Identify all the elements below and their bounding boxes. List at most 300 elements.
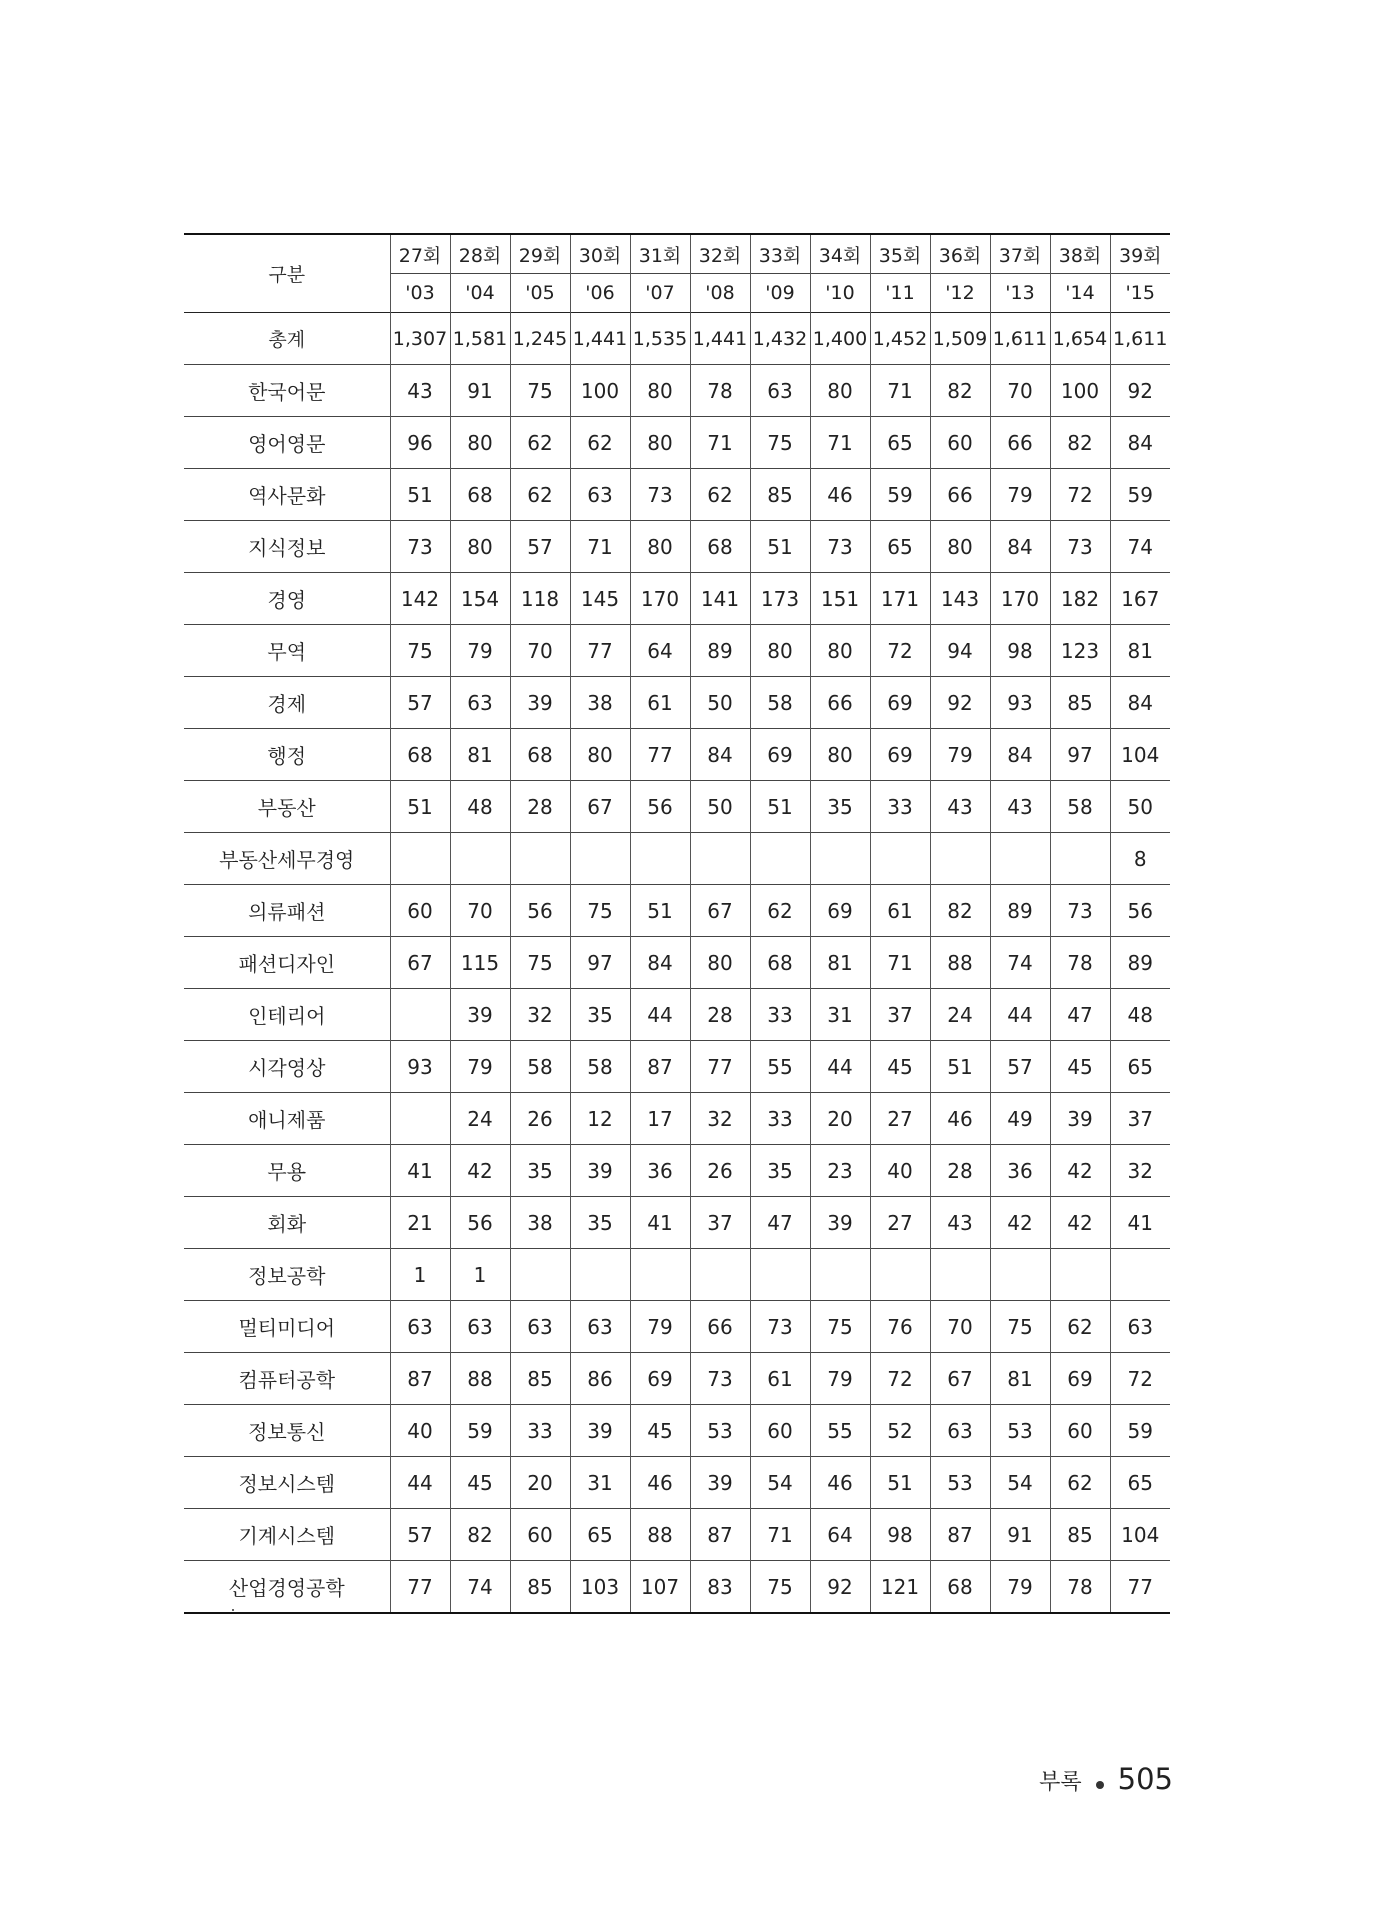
corner-header: 구분	[268, 264, 306, 286]
header-session: 32회	[690, 234, 750, 274]
table-cell: 89	[1110, 937, 1170, 989]
row-label: 정보통신	[248, 1420, 326, 1444]
table-cell: 73	[1050, 521, 1110, 573]
footer-section-label: 부록	[1039, 1770, 1082, 1795]
table-cell: 68	[510, 729, 570, 781]
table-cell: 84	[990, 521, 1050, 573]
table-cell: 92	[930, 677, 990, 729]
table-cell: 35	[510, 1145, 570, 1197]
table-cell: 40	[870, 1145, 930, 1197]
table-cell: 58	[570, 1041, 630, 1093]
table-cell: 69	[630, 1353, 690, 1405]
table-cell: 61	[870, 885, 930, 937]
row-label: 역사문화	[248, 484, 326, 508]
table-cell: 37	[870, 989, 930, 1041]
table-cell: 66	[690, 1301, 750, 1353]
table-cell: 79	[990, 1561, 1050, 1614]
table-row	[184, 1457, 1170, 1509]
bullet-icon	[1096, 1781, 1104, 1789]
table-cell: 75	[390, 625, 450, 677]
table-cell: 44	[990, 989, 1050, 1041]
table-cell: 43	[990, 781, 1050, 833]
table-cell	[930, 833, 990, 885]
header-year: '15	[1110, 274, 1170, 313]
table-cell: 65	[870, 417, 930, 469]
table-cell: 36	[990, 1145, 1050, 1197]
table-cell: 170	[630, 573, 690, 625]
table-cell: 70	[450, 885, 510, 937]
table-cell: 107	[630, 1561, 690, 1614]
table-cell: 65	[1110, 1457, 1170, 1509]
table-cell: 66	[990, 417, 1050, 469]
table-cell: 88	[450, 1353, 510, 1405]
table-cell: 73	[390, 521, 450, 573]
table-cell: 42	[1050, 1197, 1110, 1249]
table-cell: 80	[450, 521, 510, 573]
table-cell: 80	[930, 521, 990, 573]
table-cell: 1,509	[930, 313, 990, 365]
table-cell	[690, 1249, 750, 1301]
table-cell: 78	[1050, 937, 1110, 989]
table-cell: 1,432	[750, 313, 810, 365]
row-label: 무용	[267, 1160, 307, 1184]
table-cell: 70	[990, 365, 1050, 417]
table-cell: 80	[630, 417, 690, 469]
table-cell: 62	[1050, 1457, 1110, 1509]
header-year: '09	[750, 274, 810, 313]
table-cell: 82	[1050, 417, 1110, 469]
table-cell: 63	[1110, 1301, 1170, 1353]
table-row	[184, 1041, 1170, 1093]
table-cell: 39	[570, 1145, 630, 1197]
table-cell: 1,611	[1110, 313, 1170, 365]
table-cell: 98	[990, 625, 1050, 677]
table-cell: 53	[690, 1405, 750, 1457]
table-cell: 79	[630, 1301, 690, 1353]
table-cell: 71	[750, 1509, 810, 1561]
table-cell: 68	[690, 521, 750, 573]
table-cell: 81	[990, 1353, 1050, 1405]
table-cell: 47	[750, 1197, 810, 1249]
table-cell: 45	[870, 1041, 930, 1093]
table-row	[184, 1249, 1170, 1301]
table-cell: 80	[570, 729, 630, 781]
table-cell: 62	[750, 885, 810, 937]
table-cell: 35	[570, 989, 630, 1041]
table-cell: 1,441	[570, 313, 630, 365]
row-label: 지식정보	[248, 536, 326, 560]
table-cell: 63	[570, 469, 630, 521]
table-cell: 75	[570, 885, 630, 937]
table-cell: 79	[450, 1041, 510, 1093]
table-cell: 57	[510, 521, 570, 573]
table-cell: 143	[930, 573, 990, 625]
table-cell: 118	[510, 573, 570, 625]
table-cell: 151	[810, 573, 870, 625]
table-cell: 154	[450, 573, 510, 625]
table-cell: 85	[510, 1353, 570, 1405]
table-cell: 1,307	[390, 313, 450, 365]
table-cell: 68	[390, 729, 450, 781]
table-cell: 87	[930, 1509, 990, 1561]
table-cell: 31	[810, 989, 870, 1041]
table-cell: 123	[1050, 625, 1110, 677]
header-session: 34회	[810, 234, 870, 274]
table-cell: 69	[750, 729, 810, 781]
table-cell: 82	[930, 885, 990, 937]
table-cell: 81	[810, 937, 870, 989]
table-cell	[390, 833, 450, 885]
table-cell: 28	[930, 1145, 990, 1197]
table-row	[184, 1405, 1170, 1457]
table-cell: 115	[450, 937, 510, 989]
table-cell: 26	[510, 1093, 570, 1145]
table-cell: 48	[1110, 989, 1170, 1041]
header-session: 38회	[1050, 234, 1110, 274]
table-cell: 87	[630, 1041, 690, 1093]
table-cell: 63	[570, 1301, 630, 1353]
table-cell: 173	[750, 573, 810, 625]
table-cell: 1,581	[450, 313, 510, 365]
table-cell: 47	[1050, 989, 1110, 1041]
table-cell: 72	[870, 1353, 930, 1405]
table-cell	[510, 1249, 570, 1301]
table-cell: 46	[810, 469, 870, 521]
table-cell: 55	[810, 1405, 870, 1457]
table-cell: 70	[510, 625, 570, 677]
table-cell	[510, 833, 570, 885]
table-cell: 39	[1050, 1093, 1110, 1145]
table-cell: 84	[1110, 417, 1170, 469]
table-row	[184, 781, 1170, 833]
table-cell: 73	[810, 521, 870, 573]
table-cell: 167	[1110, 573, 1170, 625]
table-cell: 60	[750, 1405, 810, 1457]
table-cell: 41	[390, 1145, 450, 1197]
row-label: 애니제품	[248, 1108, 326, 1132]
table-cell: 58	[1050, 781, 1110, 833]
table-cell: 60	[510, 1509, 570, 1561]
table-cell: 89	[990, 885, 1050, 937]
table-cell: 24	[930, 989, 990, 1041]
table-cell: 85	[1050, 677, 1110, 729]
header-session: 30회	[570, 234, 630, 274]
table-row	[184, 417, 1170, 469]
table-cell: 145	[570, 573, 630, 625]
table-cell: 12	[570, 1093, 630, 1145]
table-cell: 1,654	[1050, 313, 1110, 365]
table-cell: 79	[930, 729, 990, 781]
table-cell: 50	[690, 781, 750, 833]
table-cell: 60	[1050, 1405, 1110, 1457]
table-cell: 70	[930, 1301, 990, 1353]
table-cell: 44	[630, 989, 690, 1041]
table-cell: 1,245	[510, 313, 570, 365]
row-label: 회화	[267, 1212, 307, 1236]
table-row	[184, 1093, 1170, 1145]
table-row	[184, 937, 1170, 989]
table-cell: 65	[570, 1509, 630, 1561]
table-cell: 100	[1050, 365, 1110, 417]
table-cell: 59	[450, 1405, 510, 1457]
table-cell: 56	[450, 1197, 510, 1249]
table-cell: 37	[690, 1197, 750, 1249]
table-cell	[390, 1093, 450, 1145]
table-cell: 76	[870, 1301, 930, 1353]
table-cell: 171	[870, 573, 930, 625]
table-cell: 35	[810, 781, 870, 833]
header-year: '08	[690, 274, 750, 313]
table-cell: 68	[930, 1561, 990, 1614]
table-cell: 80	[810, 625, 870, 677]
table-cell: 28	[510, 781, 570, 833]
table-cell: 1,400	[810, 313, 870, 365]
table-cell: 78	[690, 365, 750, 417]
table-cell: 71	[870, 365, 930, 417]
row-label: 기계시스템	[238, 1524, 336, 1548]
table-row	[184, 365, 1170, 417]
table-cell: 57	[390, 1509, 450, 1561]
table-cell: 51	[390, 781, 450, 833]
table-cell: 69	[870, 729, 930, 781]
table-cell: 59	[870, 469, 930, 521]
table-cell: 63	[450, 1301, 510, 1353]
row-label: 행정	[267, 744, 307, 768]
table-cell: 42	[990, 1197, 1050, 1249]
table-row	[184, 1561, 1170, 1614]
row-label: 산업경영공학	[228, 1576, 345, 1600]
statistics-table	[184, 233, 1170, 1614]
table-cell: 69	[1050, 1353, 1110, 1405]
table-cell: 32	[690, 1093, 750, 1145]
table-cell	[1110, 1249, 1170, 1301]
table-cell	[570, 1249, 630, 1301]
table-cell: 77	[390, 1561, 450, 1614]
table-cell: 33	[870, 781, 930, 833]
table-cell: 78	[1050, 1561, 1110, 1614]
table-cell: 39	[570, 1405, 630, 1457]
table-cell: 77	[630, 729, 690, 781]
table-cell: 83	[690, 1561, 750, 1614]
table-cell: 74	[450, 1561, 510, 1614]
row-label: 부동산세무경영	[219, 848, 355, 872]
table-cell: 44	[810, 1041, 870, 1093]
table-cell: 37	[1110, 1093, 1170, 1145]
table-cell: 71	[690, 417, 750, 469]
table-cell: 98	[870, 1509, 930, 1561]
table-cell	[870, 1249, 930, 1301]
table-cell: 1	[390, 1249, 450, 1301]
table-cell: 45	[630, 1405, 690, 1457]
header-session: 33회	[750, 234, 810, 274]
table-cell: 86	[570, 1353, 630, 1405]
table-cell: 60	[390, 885, 450, 937]
header-year: '03	[390, 274, 450, 313]
table-cell: 121	[870, 1561, 930, 1614]
table-cell: 49	[990, 1093, 1050, 1145]
table-cell: 63	[450, 677, 510, 729]
table-cell	[750, 833, 810, 885]
table-cell: 62	[690, 469, 750, 521]
table-cell: 56	[630, 781, 690, 833]
table-cell	[570, 833, 630, 885]
table-cell: 97	[1050, 729, 1110, 781]
table-cell: 81	[1110, 625, 1170, 677]
table-cell: 80	[810, 729, 870, 781]
row-label: 컴퓨터공학	[238, 1368, 336, 1392]
table-cell: 67	[390, 937, 450, 989]
table-cell: 89	[690, 625, 750, 677]
table-cell: 79	[450, 625, 510, 677]
table-cell: 66	[810, 677, 870, 729]
table-row	[184, 1353, 1170, 1405]
table-cell: 64	[630, 625, 690, 677]
table-cell: 80	[630, 365, 690, 417]
table-cell: 61	[750, 1353, 810, 1405]
table-cell: 62	[510, 417, 570, 469]
table-cell: 54	[990, 1457, 1050, 1509]
table-cell: 74	[1110, 521, 1170, 573]
table-cell: 73	[630, 469, 690, 521]
table-cell: 62	[570, 417, 630, 469]
table-cell: 45	[450, 1457, 510, 1509]
table-cell: 41	[1110, 1197, 1170, 1249]
table-cell: 44	[390, 1457, 450, 1509]
table-cell: 43	[390, 365, 450, 417]
table-cell: 38	[510, 1197, 570, 1249]
header-year: '13	[990, 274, 1050, 313]
table-cell: 56	[510, 885, 570, 937]
header-session: 29회	[510, 234, 570, 274]
table-cell: 92	[810, 1561, 870, 1614]
table-cell: 50	[690, 677, 750, 729]
table-row	[184, 677, 1170, 729]
table-row	[184, 521, 1170, 573]
table-cell: 27	[870, 1093, 930, 1145]
table-cell: 28	[690, 989, 750, 1041]
table-cell: 32	[1110, 1145, 1170, 1197]
table-cell: 75	[750, 1561, 810, 1614]
table-cell: 75	[750, 417, 810, 469]
table-cell	[690, 833, 750, 885]
table-cell: 82	[450, 1509, 510, 1561]
table-cell: 59	[1110, 1405, 1170, 1457]
table-cell: 53	[990, 1405, 1050, 1457]
table-cell: 91	[990, 1509, 1050, 1561]
table-cell	[630, 1249, 690, 1301]
table-cell: 61	[630, 677, 690, 729]
table-cell: 77	[570, 625, 630, 677]
header-year: '12	[930, 274, 990, 313]
table-body	[184, 313, 1170, 1614]
table-cell: 97	[570, 937, 630, 989]
row-label: 시각영상	[248, 1056, 326, 1080]
table-cell: 79	[810, 1353, 870, 1405]
table-cell: 80	[450, 417, 510, 469]
header-year: '10	[810, 274, 870, 313]
table-cell: 93	[390, 1041, 450, 1093]
table-cell: 33	[510, 1405, 570, 1457]
table-cell: 56	[1110, 885, 1170, 937]
table-cell: 65	[1110, 1041, 1170, 1093]
table-cell: 57	[390, 677, 450, 729]
table-cell: 80	[810, 365, 870, 417]
table-cell: 51	[870, 1457, 930, 1509]
row-label: 정보시스템	[238, 1472, 336, 1496]
table-cell: 96	[390, 417, 450, 469]
table-cell: 17	[630, 1093, 690, 1145]
table-cell: 35	[570, 1197, 630, 1249]
table-cell: 48	[450, 781, 510, 833]
table-cell: 73	[690, 1353, 750, 1405]
table-cell: 50	[1110, 781, 1170, 833]
table-cell: 69	[870, 677, 930, 729]
table-cell: 63	[390, 1301, 450, 1353]
table-cell: 8	[1110, 833, 1170, 885]
table-row	[184, 1197, 1170, 1249]
table-cell: 43	[930, 1197, 990, 1249]
table-cell: 21	[390, 1197, 450, 1249]
table-cell: 75	[510, 365, 570, 417]
table-cell: 72	[870, 625, 930, 677]
table-cell: 40	[390, 1405, 450, 1457]
header-session: 27회	[390, 234, 450, 274]
table-cell: 80	[690, 937, 750, 989]
table-row	[184, 833, 1170, 885]
table-cell: 141	[690, 573, 750, 625]
table-cell: 58	[510, 1041, 570, 1093]
table-cell: 51	[750, 521, 810, 573]
table-cell	[990, 1249, 1050, 1301]
table-cell: 31	[570, 1457, 630, 1509]
table-cell: 58	[750, 677, 810, 729]
table-cell	[810, 1249, 870, 1301]
table-cell: 63	[510, 1301, 570, 1353]
header-session: 35회	[870, 234, 930, 274]
table-cell: 57	[990, 1041, 1050, 1093]
table-cell: 85	[750, 469, 810, 521]
header-year: '14	[1050, 274, 1110, 313]
table-cell	[390, 989, 450, 1041]
table-cell: 1,452	[870, 313, 930, 365]
table-cell: 51	[390, 469, 450, 521]
table-cell	[990, 833, 1050, 885]
table-cell: 24	[450, 1093, 510, 1145]
header-session: 28회	[450, 234, 510, 274]
table-cell: 66	[930, 469, 990, 521]
table-cell: 1	[450, 1249, 510, 1301]
table-cell: 51	[630, 885, 690, 937]
row-label: 무역	[267, 640, 307, 664]
table-cell: 75	[810, 1301, 870, 1353]
stray-mark	[232, 1609, 234, 1611]
table-row	[184, 625, 1170, 677]
table-cell: 42	[1050, 1145, 1110, 1197]
table-cell: 39	[810, 1197, 870, 1249]
table-cell: 54	[750, 1457, 810, 1509]
table-cell: 104	[1110, 1509, 1170, 1561]
table-cell: 71	[810, 417, 870, 469]
row-label: 경영	[267, 588, 307, 612]
table-cell	[750, 1249, 810, 1301]
table-cell: 45	[1050, 1041, 1110, 1093]
table-cell: 62	[510, 469, 570, 521]
table-cell: 67	[690, 885, 750, 937]
table-cell: 73	[1050, 885, 1110, 937]
row-label: 한국어문	[248, 380, 326, 404]
table-cell: 74	[990, 937, 1050, 989]
table-cell: 80	[630, 521, 690, 573]
